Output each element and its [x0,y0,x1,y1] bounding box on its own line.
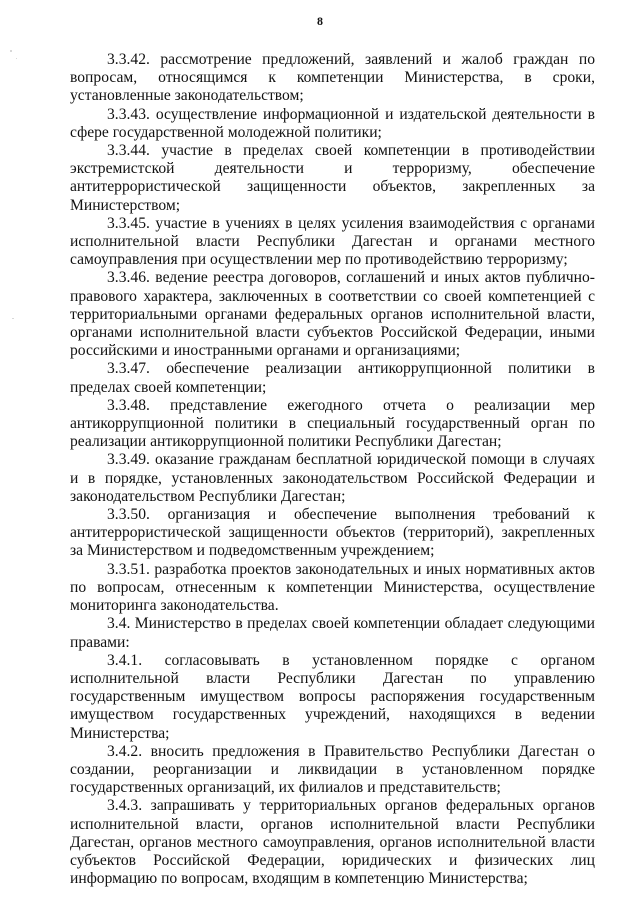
scan-speck [12,318,14,319]
clause-3-3-45: 3.3.45. участие в учениях в целях усиления взаимодействия с органами исполнительной власти Республики Дагестан и органами местного самоуправления при осуществлении мер по противодействию терроризму; [70,214,595,269]
clause-3-3-49: 3.3.49. оказание гражданам бесплатной юридической помощи в случаях и в порядке, установленных законодательством Российской Федерации и законодательством Республики Дагестан; [70,451,595,505]
document-body [70,51,595,888]
page-number: 8 [317,14,323,28]
clause-3-3-50: 3.3.50. организация и обеспечение выполнения требований к антитеррористической защищенности объектов (территорий), закрепленных за Министерством и подведомственным учреждением; [70,506,595,560]
scan-speck [10,50,12,52]
clause-3-4-1: 3.4.1. согласовывать в установленном порядке с органом исполнительной власти Республики Дагестан по управлению государственным имуществом вопросы распоряжения государственным имуществом государственных учреждений, находящихся в ведении Министерства; [70,651,595,742]
clause-3-3-44: 3.3.44. участие в пределах своей компетенции в противодействии экстремистской деятельности и терроризму, обеспечение антитеррористической защищенности объектов, закрепленных за Министерством; [70,142,595,214]
scan-speck [16,58,17,59]
clause-3-3-43: 3.3.43. осуществление информационной и издательской деятельности в сфере государственной молодежной политики; [70,105,595,141]
clause-3-4: 3.4. Министерство в пределах своей компетенции обладает следующими правами: [70,615,595,651]
clause-3-3-51: 3.3.51. разработка проектов законодательных и иных нормативных актов по вопросам, отнесенным к компетенции Министерства, осуществление мониторинга законодательства. [70,560,595,615]
clause-3-3-42: 3.3.42. рассмотрение предложений, заявлений и жалоб граждан по вопросам, относящимся к компетенции Министерства, в сроки, установленные законодательством; [70,51,595,105]
clause-3-3-48: 3.3.48. представление ежегодного отчета о реализации мер антикоррупционной политики в специальный государственный орган по реализации антикоррупционной политики Республики Дагестан; [70,396,595,451]
clause-3-4-3: 3.4.3. запрашивать у территориальных органов федеральных органов исполнительной власти, органов исполнительной власти Республики Дагестан, органов местного самоуправления, органов исполнительной власти субъектов Российской Федерации, юридических и физических лиц информацию по вопросам, входящим в компетенцию Министерства; [70,797,595,888]
clause-3-4-2: 3.4.2. вносить предложения в Правительство Республики Дагестан о создании, реорганизации и ликвидации в установленном порядке государственных организаций, их филиалов и представительств; [70,742,595,797]
clause-3-3-46: 3.3.46. ведение реестра договоров, соглашений и иных актов публично-правового характера, заключенных в соответствии со своей компетенцией с территориальными органами федеральных органов исполнительной власти, органами исполнительной власти субъектов Российской Федерации, иными российскими и иностранными органами и организациями; [70,269,595,360]
clause-3-3-47: 3.3.47. обеспечение реализации антикоррупционной политики в пределах своей компетенции; [70,360,595,396]
